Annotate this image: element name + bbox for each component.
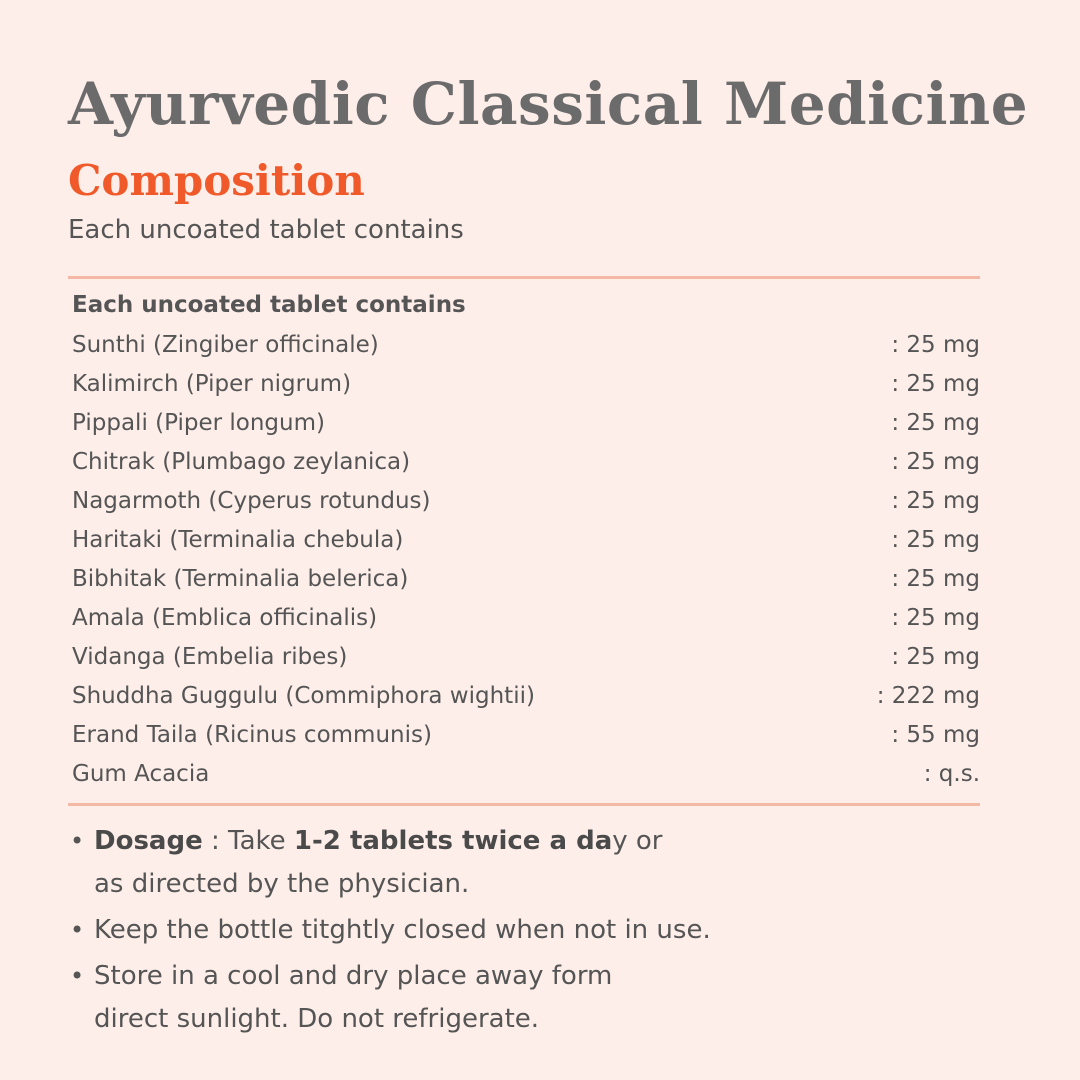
ingredient-name: Erand Taila (Ricinus communis) (72, 722, 432, 748)
ingredient-amount: : q.s. (923, 761, 980, 787)
bullet-dot: • (70, 827, 85, 855)
ingredient-row (72, 599, 980, 638)
ingredient-name: Sunthi (Zingiber officinale) (72, 332, 379, 358)
ingredient-amount: : 25 mg (891, 332, 980, 358)
dosage-label: Dosage (94, 826, 203, 856)
usage-notes (70, 820, 1010, 1044)
ingredient-name: Chitrak (Plumbago zeylanica) (72, 449, 411, 475)
ingredient-row (72, 560, 980, 599)
ingredient-amount: : 222 mg (876, 683, 980, 709)
store-text (94, 955, 612, 1041)
divider-bottom (68, 803, 980, 806)
ingredient-name: Kalimirch (Piper nigrum) (72, 371, 352, 397)
intro-text: Each uncoated tablet contains (68, 215, 464, 245)
ingredient-name: Gum Acacia (72, 761, 210, 787)
ingredient-row (72, 404, 980, 443)
ingredient-amount: : 55 mg (891, 722, 980, 748)
ingredient-row (72, 365, 980, 404)
dosage-sep: : Take (202, 826, 294, 856)
storage-closed-note (70, 909, 1010, 952)
dosage-text (94, 820, 663, 906)
ingredient-name: Bibhitak (Terminalia belerica) (72, 566, 409, 592)
composition-table (72, 287, 980, 794)
ingredient-name: Vidanga (Embelia ribes) (72, 644, 348, 670)
ingredient-name: Amala (Emblica officinalis) (72, 605, 378, 631)
ingredient-row (72, 521, 980, 560)
dosage-rest: y or (612, 826, 663, 856)
bullet-dot: • (70, 916, 85, 944)
ingredient-amount: : 25 mg (891, 566, 980, 592)
section-title: Composition (68, 156, 365, 205)
ingredient-amount: : 25 mg (891, 371, 980, 397)
ingredient-name: Haritaki (Terminalia chebula) (72, 527, 404, 553)
ingredient-amount: : 25 mg (891, 644, 980, 670)
storage-place-note (70, 955, 1010, 1041)
keep-closed-text: Keep the bottle titghtly closed when not in use. (94, 915, 711, 945)
ingredient-amount: : 25 mg (891, 449, 980, 475)
dosage-line2: as directed by the physician. (94, 869, 470, 899)
ingredient-amount: : 25 mg (891, 410, 980, 436)
ingredient-row (72, 716, 980, 755)
page-title: Ayurvedic Classical Medicine (68, 70, 1029, 138)
ingredient-list (72, 326, 980, 794)
ingredient-name: Shuddha Guggulu (Commiphora wightii) (72, 683, 535, 709)
ingredient-amount: : 25 mg (891, 488, 980, 514)
ingredient-name: Nagarmoth (Cyperus rotundus) (72, 488, 431, 514)
ingredient-row (72, 326, 980, 365)
ingredient-name: Pippali (Piper longum) (72, 410, 325, 436)
table-heading: Each uncoated tablet contains (72, 292, 466, 318)
ingredient-row (72, 443, 980, 482)
store-line1: Store in a cool and dry place away form (94, 961, 613, 991)
divider-top (68, 276, 980, 279)
dosage-note (70, 820, 1010, 906)
bullet-dot: • (70, 962, 85, 990)
store-line2: direct sunlight. Do not refrigerate. (94, 1004, 540, 1034)
ingredient-row (72, 482, 980, 521)
ingredient-row (72, 677, 980, 716)
ingredient-amount: : 25 mg (891, 605, 980, 631)
dosage-amount: 1-2 tablets twice a da (293, 826, 613, 856)
ingredient-row (72, 638, 980, 677)
ingredient-row (72, 755, 980, 794)
ingredient-amount: : 25 mg (891, 527, 980, 553)
